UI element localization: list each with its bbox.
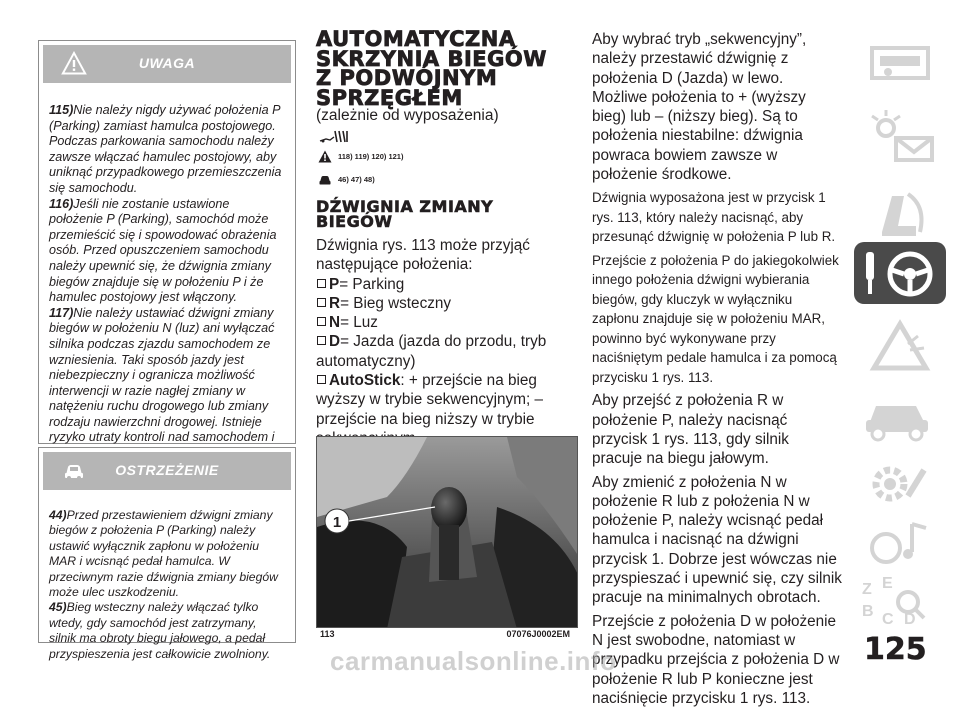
- uwaga-item: 116)Jeśli nie zostanie ustawione położenie P (Parking), samochód może przemieścić się i spowodować obrażenia osób. Przed opuszczeniem samochodu należy upewnić się, że dźwignia zmiany biegów znajduje się w położeniu P i że hamulec postojowy jest włączony.: [49, 196, 277, 305]
- ostrzezenie-item: 45)Bieg wsteczny należy włączać tylko wtedy, gdy samochód jest zatrzymany, silnik ma obroty biegu jałowego, a pedał przyspieszenia jest całkowicie zwolniony.: [49, 600, 271, 661]
- uwaga-item: 117)Nie należy ustawiać dźwigni zmiany biegów w położeniu N (luz) ani wyłączać silnika podczas zjazdu samochodem ze wzniesienia. Taki sposób jazdy jest niebezpieczny i ogranicza możliwość interwencji w razie nagłej zmiany w natężeniu ruchu drogowego lub zmiany rodzaju nawierzchni drogowej. Istnieje ryzyko utraty kontroli nad samochodem i: [49, 305, 275, 445]
- uwaga-item: 115)Nie należy nigdy używać położenia P (Parking) zamiast hamulca postojowego. Podczas parkowania samochodu należy zawsze włączać hamulec postojowy, aby uniknąć przypadkowego przemieszczenia się samochodu.: [49, 103, 282, 195]
- tab-safety[interactable]: [852, 182, 948, 248]
- seat-safety-icon: [852, 182, 948, 248]
- ostrzezenie-body: [39, 502, 295, 670]
- ostrzezenie-title: OSTRZEŻENIE: [115, 462, 219, 478]
- gear-lever-illustration: [317, 437, 578, 628]
- position-item: P= Parking: [316, 275, 578, 294]
- bullet-square-icon: [317, 298, 326, 307]
- tab-emergency[interactable]: [852, 314, 948, 380]
- car-dashboard-icon: [852, 30, 948, 96]
- paragraph: Przejście z położenia D w położenie N jest swobodne, natomiast w przypadku przejścia z położenia D w położenie R lub P konieczne jest naciśnięcie przycisku 1 rys. 113.: [592, 612, 840, 707]
- maintenance-car-icon: [852, 380, 948, 446]
- tab-maintenance[interactable]: [852, 380, 948, 446]
- multimedia-icon: [852, 510, 948, 576]
- figure-caption: [316, 628, 578, 642]
- car-caution-icon: [318, 173, 332, 186]
- uwaga-box: [38, 40, 296, 444]
- paragraph: Dźwignia wyposażona jest w przycisk 1 rys. 113, który należy nacisnąć, aby przesunąć dźwignię w położenia P lub R.: [592, 190, 836, 245]
- bullet-square-icon: [317, 375, 326, 384]
- figure-code: 07076J0002EM: [506, 629, 570, 639]
- paragraph: Aby zmienić z położenia N w położenie R lub z położenia N w położenie P, należy wcisnąć pedał hamulca i nacisnąć na dźwigni przycisk 1. Dobrze jest wówczas nie przyspieszać i upewnić się, czy silnik pracuje na minimalnych obrotach.: [592, 473, 842, 607]
- paragraph: Przejście z położenia P do jakiegokolwiek innego położenia dźwigni wybierania biegów, gdy kluczyk w wyłączniku zapłonu znajduje się w położeniu MAR, powinno być wykonywane przy naciśniętym pedale hamulca i za pomocą przycisku 1 rys. 113.: [592, 252, 839, 385]
- ostrzezenie-header: [43, 452, 291, 490]
- lever-title: DŹWIGNIA ZMIANY BIEGÓW: [316, 197, 494, 231]
- section-subtitle: (zależnie od wyposażenia): [316, 107, 499, 124]
- gear-lever-photo: [316, 436, 578, 628]
- watermark: carmanualsonline.info: [330, 646, 617, 676]
- svg-text:C: C: [882, 611, 894, 628]
- tab-index[interactable]: [852, 568, 948, 634]
- warning-triangle-icon: [318, 150, 332, 163]
- warning-refs-text: 118) 119) 120) 121): [338, 152, 404, 161]
- lever-text: [316, 236, 578, 448]
- figure-number: 113: [320, 629, 335, 639]
- paragraph: Aby przejść z położenia R w położenie P, należy nacisnąć przycisk 1 rys. 113, gdy silnik pracuje na biegu jałowym.: [592, 392, 789, 468]
- lever-intro: Dźwignia rys. 113 może przyjąć następujące położenia:: [316, 237, 530, 274]
- caution-refs-text: 46) 47) 48): [338, 175, 375, 184]
- position-item: D= Jazda (jazda do przodu, tryb automatyczny): [316, 333, 547, 370]
- caution-refs: [318, 173, 375, 186]
- lights-envelope-icon: [852, 106, 948, 172]
- svg-text:B: B: [862, 603, 874, 620]
- section-title: AUTOMATYCZNA SKRZYNIA BIEGÓW Z PODWÓJNYM SPRZĘGŁEM: [316, 27, 547, 110]
- emergency-triangle-icon: [852, 314, 948, 380]
- right-column: [592, 30, 842, 712]
- position-item: R= Bieg wsteczny: [316, 294, 578, 313]
- position-item: AutoStick: + przejście na bieg wyższy w trybie sekwencyjnym; – przejście na bieg niższy w trybie: [316, 372, 543, 428]
- photo-callout: 1: [332, 514, 342, 531]
- bullet-square-icon: [317, 317, 326, 326]
- tab-lights[interactable]: [852, 106, 948, 172]
- warning-refs: [318, 150, 403, 163]
- paragraph: Aby wybrać tryb „sekwencyjny”, należy przestawić dźwignię z położenia D (Jazda) w lewo. Możliwe położenia to + (wyższy bieg) lub – (niższy bieg). Są to położenia niestabilne: dźwignia powraca bowiem zawsze w położenie środkowe.: [592, 31, 807, 184]
- tab-car-info[interactable]: [852, 30, 948, 96]
- steering-wheel-key-icon: [852, 240, 948, 306]
- bullet-square-icon: [317, 336, 326, 345]
- position-item: N= Luz: [316, 313, 578, 332]
- ostrzezenie-item: 44)Przed przestawieniem dźwigni zmiany biegów z położenia P (Parking) należy ustawić wyłącznik zapłonu w położeniu MAR i wcisnąć pedał hamulca. W przeciwnym razie dźwignia zmiany biegów może ulec uszkodzeniu.: [49, 508, 278, 600]
- alphabet-index-icon: [852, 568, 948, 634]
- wrench-gear-icon: [852, 450, 948, 516]
- uwaga-title: UWAGA: [138, 55, 196, 71]
- uwaga-header: [43, 45, 291, 83]
- gearbox-symbol-icon: [318, 128, 350, 144]
- tab-multimedia[interactable]: [852, 510, 948, 576]
- page-number: 125: [864, 632, 927, 667]
- ostrzezenie-box: [38, 447, 296, 661]
- svg-text:Z: Z: [862, 581, 872, 598]
- uwaga-body: [39, 97, 295, 470]
- svg-text:E: E: [882, 575, 893, 592]
- tab-driving[interactable]: [852, 240, 948, 306]
- tab-technical[interactable]: [852, 450, 948, 516]
- svg-text:D: D: [904, 611, 916, 628]
- bullet-square-icon: [317, 279, 326, 288]
